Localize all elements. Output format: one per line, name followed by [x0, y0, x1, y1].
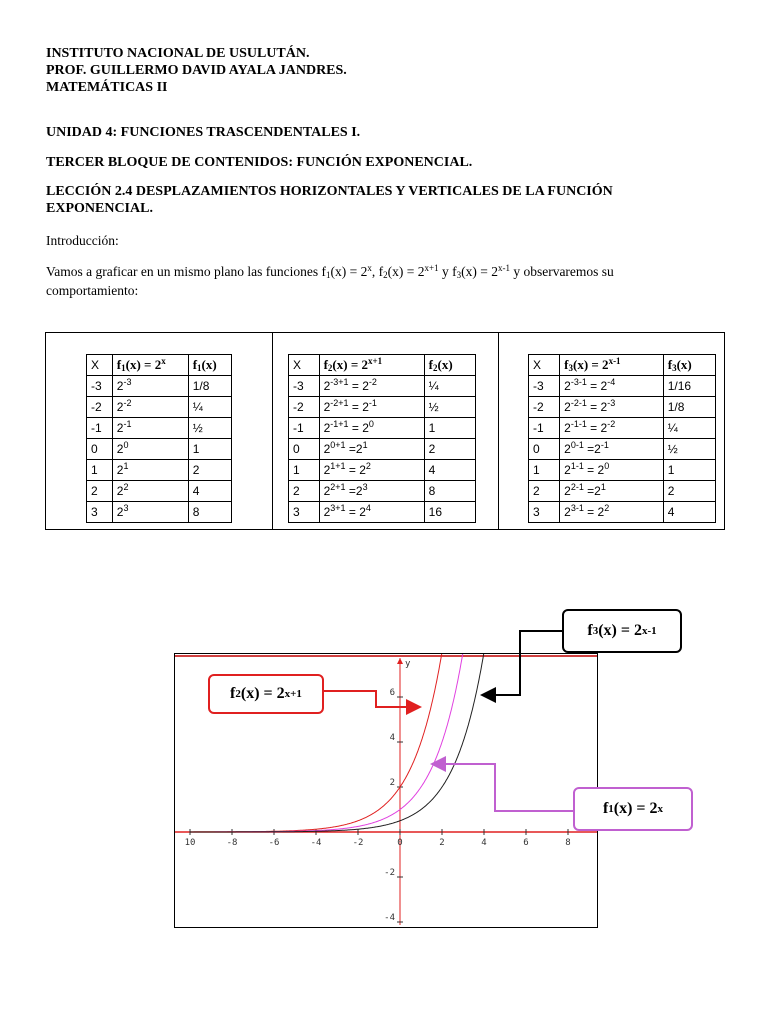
cell-x: -3	[529, 376, 560, 397]
x-tick-label: 0	[397, 838, 403, 848]
f1-connector	[432, 764, 573, 811]
x-tick-label: 6	[523, 838, 529, 848]
cell-x: 3	[87, 502, 113, 523]
y-axis-label: y	[405, 659, 411, 669]
cell-value: 4	[424, 460, 475, 481]
f3-connector	[482, 631, 562, 695]
cell-x: 3	[289, 502, 320, 523]
cell-value: ½	[663, 439, 715, 460]
cell-value: 1	[424, 418, 475, 439]
cell-value: 1/8	[663, 397, 715, 418]
col-header-x: X	[529, 355, 560, 376]
cell-expr: $2^{0+1} =2^1$	[319, 439, 424, 460]
col-header-x: X	[289, 355, 320, 376]
cell-expr: $2^{2-1} =2^1$	[560, 481, 664, 502]
cell-expr: $2^{3-1} = 2^2$	[560, 502, 664, 523]
cell-expr: $2^{2+1} =2^3$	[319, 481, 424, 502]
cell-x: 1	[87, 460, 113, 481]
block-title: TERCER BLOQUE DE CONTENIDOS: FUNCIÓN EXPONENCIAL.	[46, 155, 473, 170]
cell-value: ¼	[188, 397, 231, 418]
x-tick-label: -8	[226, 838, 238, 848]
cell-value: 2	[188, 460, 231, 481]
cell-x: -3	[87, 376, 113, 397]
col-header-value: $f_3(x)$	[663, 355, 715, 376]
cell-x: 2	[87, 481, 113, 502]
cell-x: -1	[289, 418, 320, 439]
unit-title: UNIDAD 4: FUNCIONES TRASCENDENTALES I.	[46, 125, 361, 140]
cell-value: 2	[424, 439, 475, 460]
cell-value: ¼	[663, 418, 715, 439]
col-header-expr: $f_3(x) = 2^{x-1}$	[560, 355, 664, 376]
cell-expr: $2^{-2-1} = 2^{-3}$	[560, 397, 664, 418]
y-tick-label: 4	[389, 733, 395, 743]
cell-expr: $2^{-2+1} = 2^{-1}$	[319, 397, 424, 418]
cell-expr: $2^{1-1} = 2^0$	[560, 460, 664, 481]
cell-x: 1	[529, 460, 560, 481]
cell-expr: $2^{-1}$	[112, 418, 188, 439]
x-tick-label: 8	[565, 838, 571, 848]
cell-expr: $2^{-1+1} = 2^0$	[319, 418, 424, 439]
lesson-title-line2: EXPONENCIAL.	[46, 201, 153, 216]
cell-value: 1	[188, 439, 231, 460]
cell-value: ½	[424, 397, 475, 418]
cell-expr: $2^3$	[112, 502, 188, 523]
cell-expr: $2^{-1-1} = 2^{-2}$	[560, 418, 664, 439]
cell-expr: $2^{3+1} = 2^4$	[319, 502, 424, 523]
cell-expr: $2^{-3}$	[112, 376, 188, 397]
cell-value: 1	[663, 460, 715, 481]
cell-x: 2	[529, 481, 560, 502]
cell-value: ¼	[424, 376, 475, 397]
cell-value: 1/8	[188, 376, 231, 397]
cell-x: -1	[87, 418, 113, 439]
y-tick-label: 6	[389, 688, 395, 698]
cell-value: 1/16	[663, 376, 715, 397]
y-tick-label: -2	[384, 868, 395, 878]
cell-value: 16	[424, 502, 475, 523]
cell-value: ½	[188, 418, 231, 439]
cell-expr: $2^2$	[112, 481, 188, 502]
cell-value: 4	[188, 481, 231, 502]
x-tick-label: 4	[481, 838, 487, 848]
cell-x: -3	[289, 376, 320, 397]
x-tick-label: -2	[352, 838, 364, 848]
x-tick-label: -4	[310, 838, 322, 848]
cell-expr: $2^{-3-1} = 2^{-4}$	[560, 376, 664, 397]
cell-value: 4	[663, 502, 715, 523]
institution-name: INSTITUTO NACIONAL DE USULUTÁN.	[46, 46, 310, 61]
cell-x: 0	[529, 439, 560, 460]
col-header-value: $f_1(x)$	[188, 355, 231, 376]
f2-connector	[323, 691, 420, 707]
cell-value: 2	[663, 481, 715, 502]
col-header-value: $f_2(x)$	[424, 355, 475, 376]
cell-expr: $2^0$	[112, 439, 188, 460]
col-header-x: X	[87, 355, 113, 376]
cell-expr: $2^{0-1} =2^{-1}$	[560, 439, 664, 460]
x-tick-label: -6	[268, 838, 280, 848]
cell-x: -2	[289, 397, 320, 418]
cell-x: 3	[529, 502, 560, 523]
cell-x: -2	[529, 397, 560, 418]
cell-x: -1	[529, 418, 560, 439]
cell-x: 2	[289, 481, 320, 502]
cell-x: -2	[87, 397, 113, 418]
col-header-expr: $f_1(x) = 2^x$	[112, 355, 188, 376]
cell-expr: $2^1$	[112, 460, 188, 481]
y-tick-label: 2	[389, 778, 395, 788]
col-header-expr: $f_2(x) = 2^{x+1}$	[319, 355, 424, 376]
cell-expr: $2^{-2}$	[112, 397, 188, 418]
cell-x: 0	[289, 439, 320, 460]
lesson-title-line1: LECCIÓN 2.4 DESPLAZAMIENTOS HORIZONTALES Y VERTICALES DE LA FUNCIÓN	[46, 184, 613, 199]
x-tick-label: 10	[184, 838, 196, 848]
course-name: MATEMÁTICAS II	[46, 80, 168, 95]
cell-expr: $2^{-3+1} = 2^{-2}$	[319, 376, 424, 397]
f2-callout: f 2 (x) = 2 x+1	[208, 674, 324, 714]
y-tick-label: -4	[384, 913, 395, 923]
cell-x: 1	[289, 460, 320, 481]
professor-name: PROF. GUILLERMO DAVID AYALA JANDRES.	[46, 63, 347, 78]
intro-label: Introducción:	[46, 233, 119, 248]
f3-callout: f 3 (x) = 2 x-1	[562, 609, 682, 653]
cell-value: 8	[188, 502, 231, 523]
cell-expr: $2^{1+1} = 2^2$	[319, 460, 424, 481]
intro-paragraph: Vamos a graficar en un mismo plano las funciones $f_1(x) = 2^x$, $f_2(x) = 2^{x+1}$ y $f_3(x) = 2^{x-1}$ y observaremos su comportamiento:	[46, 263, 614, 298]
f1-callout: f 1 (x) = 2 x	[573, 787, 693, 831]
cell-x: 0	[87, 439, 113, 460]
cell-value: 8	[424, 481, 475, 502]
x-tick-label: 2	[439, 838, 445, 848]
